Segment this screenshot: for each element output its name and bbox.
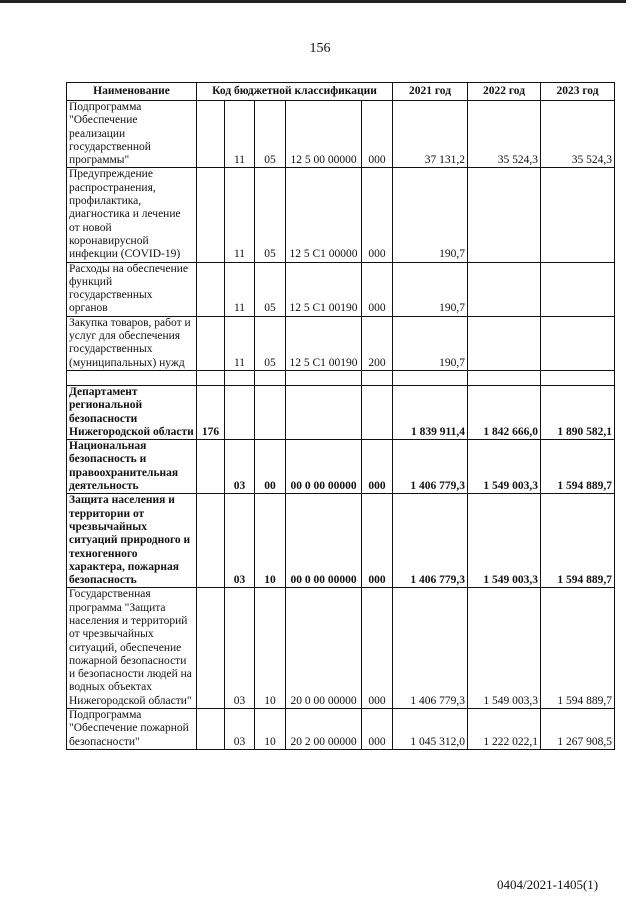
row-2022: 1 842 666,0 (468, 385, 541, 439)
row-target-article: 00 0 00 00000 (286, 440, 362, 494)
row-2021: 1 839 911,4 (393, 385, 468, 439)
row-expense-type: 000 (362, 588, 393, 709)
table-row (67, 588, 615, 709)
row-dept (197, 262, 225, 316)
row-2022: 1 549 003,3 (468, 440, 541, 494)
row-2021: 1 045 312,0 (393, 709, 468, 750)
row-dept: 176 (197, 385, 225, 439)
row-name: Защита населения и территории от чрезвычайных ситуаций природного и техногенного характера, пожарная безопасность (67, 494, 197, 588)
row-name: Расходы на обеспечение функций государственных органов (67, 262, 197, 316)
row-target-article: 12 5 00 00000 (286, 101, 362, 168)
row-2021: 1 406 779,3 (393, 440, 468, 494)
row-dept (197, 709, 225, 750)
row-section (225, 385, 255, 439)
row-name: Подпрограмма "Обеспечение пожарной безопасности" (67, 709, 197, 750)
row-section: 11 (225, 168, 255, 262)
row-subsection: 05 (255, 168, 286, 262)
header-name: Наименование (67, 83, 197, 101)
row-section: 03 (225, 440, 255, 494)
row-section: 11 (225, 101, 255, 168)
row-subsection: 10 (255, 709, 286, 750)
row-2023: 1 594 889,7 (541, 440, 615, 494)
row-expense-type (362, 385, 393, 439)
row-subsection: 05 (255, 262, 286, 316)
row-section: 03 (225, 709, 255, 750)
row-name: Предупреждение распространения, профилактика, диагностика и лечение от новой коронавирусной инфекции (COVID-19) (67, 168, 197, 262)
row-name: Государственная программа "Защита населения и территорий от чрезвычайных ситуаций, обеспечение пожарной безопасности и безопасности людей на водных объектах Нижегородской области" (67, 588, 197, 709)
row-target-article (286, 385, 362, 439)
row-2023: 1 267 908,5 (541, 709, 615, 750)
table-row (67, 709, 615, 750)
row-subsection (255, 385, 286, 439)
row-subsection: 10 (255, 588, 286, 709)
row-subsection: 05 (255, 316, 286, 370)
row-dept (197, 440, 225, 494)
table-row (67, 168, 615, 262)
row-subsection: 00 (255, 440, 286, 494)
row-2023: 35 524,3 (541, 101, 615, 168)
row-2022 (468, 316, 541, 370)
header-2022: 2022 год (468, 83, 541, 101)
row-2023 (541, 168, 615, 262)
budget-table (66, 82, 615, 750)
row-expense-type: 000 (362, 709, 393, 750)
row-section: 11 (225, 316, 255, 370)
row-target-article: 12 5 C1 00000 (286, 168, 362, 262)
row-2022 (468, 262, 541, 316)
row-subsection: 05 (255, 101, 286, 168)
spacer-row (67, 370, 615, 385)
row-expense-type: 000 (362, 440, 393, 494)
row-2022: 1 222 022,1 (468, 709, 541, 750)
row-2022 (468, 168, 541, 262)
row-2023: 1 890 582,1 (541, 385, 615, 439)
row-name: Департамент региональной безопасности Нижегородской области (67, 385, 197, 439)
row-dept (197, 316, 225, 370)
table-row (67, 262, 615, 316)
row-target-article: 20 0 00 00000 (286, 588, 362, 709)
row-2022: 1 549 003,3 (468, 588, 541, 709)
row-section: 03 (225, 588, 255, 709)
row-dept (197, 168, 225, 262)
table-row (67, 440, 615, 494)
row-expense-type: 200 (362, 316, 393, 370)
row-name: Подпрограмма "Обеспечение реализации государственной программы" (67, 101, 197, 168)
row-expense-type: 000 (362, 101, 393, 168)
row-2021: 190,7 (393, 168, 468, 262)
row-2021: 1 406 779,3 (393, 494, 468, 588)
row-expense-type: 000 (362, 494, 393, 588)
header-2023: 2023 год (541, 83, 615, 101)
row-2023: 1 594 889,7 (541, 494, 615, 588)
row-2021: 37 131,2 (393, 101, 468, 168)
row-2021: 190,7 (393, 316, 468, 370)
table-row (67, 316, 615, 370)
row-subsection: 10 (255, 494, 286, 588)
header-2021: 2021 год (393, 83, 468, 101)
row-dept (197, 494, 225, 588)
document-code: 0404/2021-1405(1) (497, 877, 599, 892)
row-target-article: 12 5 C1 00190 (286, 316, 362, 370)
page-number: 156 (309, 41, 331, 56)
row-expense-type: 000 (362, 262, 393, 316)
row-2022: 1 549 003,3 (468, 494, 541, 588)
row-section: 03 (225, 494, 255, 588)
row-2023 (541, 262, 615, 316)
row-name: Закупка товаров, работ и услуг для обеспечения государственных (муниципальных) нужд (67, 316, 197, 370)
row-section: 11 (225, 262, 255, 316)
table-row (67, 101, 615, 168)
row-2021: 1 406 779,3 (393, 588, 468, 709)
row-target-article: 20 2 00 00000 (286, 709, 362, 750)
row-name: Национальная безопасность и правоохранительная деятельность (67, 440, 197, 494)
row-2023: 1 594 889,7 (541, 588, 615, 709)
row-dept (197, 588, 225, 709)
row-2023 (541, 316, 615, 370)
row-expense-type: 000 (362, 168, 393, 262)
top-border-line (0, 0, 626, 3)
row-target-article: 00 0 00 00000 (286, 494, 362, 588)
header-code: Код бюджетной классификации (197, 83, 393, 101)
table-row (67, 494, 615, 588)
row-dept (197, 101, 225, 168)
table-row (67, 385, 615, 439)
table-header-row (67, 83, 615, 101)
row-target-article: 12 5 C1 00190 (286, 262, 362, 316)
row-2021: 190,7 (393, 262, 468, 316)
row-2022: 35 524,3 (468, 101, 541, 168)
